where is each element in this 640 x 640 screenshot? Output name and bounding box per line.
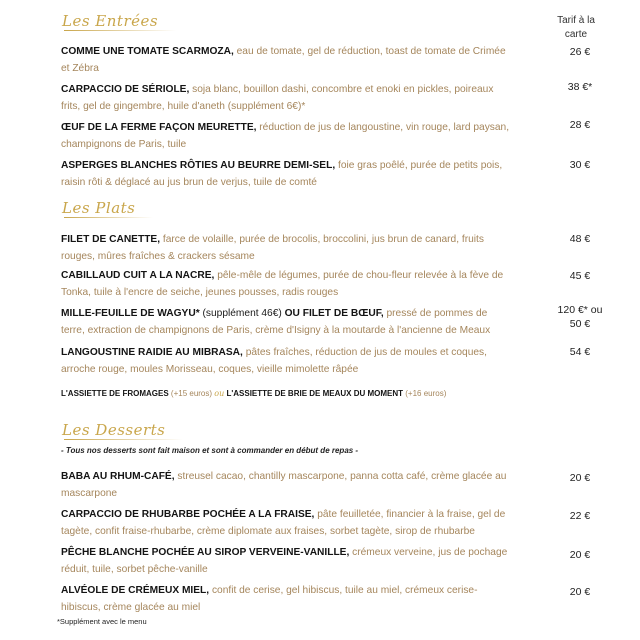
dish-entree-1: [61, 44, 512, 77]
dish-dessert-4: [61, 583, 512, 616]
dish-name: CARPACCIO DE SÉRIOLE,: [61, 84, 190, 95]
dish-name: FILET DE CANETTE,: [61, 234, 161, 245]
dish-description: crémeux verveine, jus de pochage réduit, tuile, sorbet pêche-vanille: [61, 547, 508, 575]
cheese-option-b: L'ASSIETTE DE BRIE DE MEAUX DU MOMENT: [224, 389, 404, 398]
price-header-line-1: Tarif à la: [557, 15, 595, 26]
section-title-desserts: Les Desserts: [62, 421, 166, 439]
dish-description: pâte feuilletée, financier à la fraise, gel de tagète, confit fraise-rhubarbe, crème diplomate aux fraises, sorbet tagète, sirop de rhubarbe: [61, 509, 506, 537]
dish-description: confit de cerise, gel hibiscus, tuile au miel, crémeux cerise-hibiscus, crème glacée au miel: [61, 585, 478, 613]
dish-description: soja blanc, bouillon dashi, concombre et enoki en pickles, poireaux frits, gel de gingembre, huile d'aneth (supplément 6€)*: [61, 84, 494, 112]
dish-price: 26 €: [569, 46, 591, 58]
dish-description: farce de volaille, purée de brocolis, broccolini, jus brun de canard, fruits rouges, mûres fraîches & crackers sésame: [61, 234, 484, 262]
dish-name: COMME UNE TOMATE SCARMOZA,: [61, 46, 234, 57]
dish-description: pressé de pommes de terre, extraction de champignons de Paris, crème d'Isigny à la moutarde à l'ancienne de Meaux: [61, 308, 491, 336]
dish-price: 20 €: [569, 549, 591, 561]
section-title-entrees: Les Entrées: [62, 12, 159, 30]
dish-price: 22 €: [569, 510, 591, 522]
price-column-header: [548, 14, 604, 42]
dish-plat-2: [61, 268, 512, 301]
dish-dessert-1: [61, 469, 512, 502]
dish-price: 20 €: [569, 472, 591, 484]
dish-price: 48 €: [569, 233, 591, 245]
cheese-option: [61, 388, 581, 400]
dish-plat-4: [61, 345, 512, 378]
dish-name: BABA AU RHUM-CAFÉ,: [61, 471, 175, 482]
cheese-option-a-price: (+15 euros): [168, 389, 215, 398]
dish-name: MILLE-FEUILLE DE WAGYU*: [61, 308, 200, 319]
dish-price: 30 €: [569, 159, 591, 171]
dish-price: 45 €: [569, 270, 591, 282]
dish-description: eau de tomate, gel de réduction, toast de tomate de Crimée et Zébra: [61, 46, 506, 74]
dish-name: CABILLAUD CUIT A LA NACRE,: [61, 270, 215, 281]
dish-name: ALVÉOLE DE CRÉMEUX MIEL,: [61, 585, 210, 596]
dish-name: ASPERGES BLANCHES RÔTIES AU BEURRE DEMI-SEL,: [61, 160, 336, 171]
dish-price: 38 €*: [567, 81, 593, 93]
price-header-line-2: carte: [564, 29, 588, 40]
dish-dessert-2: [61, 507, 512, 540]
dish-name: ŒUF DE LA FERME FAÇON MEURETTE,: [61, 122, 257, 133]
dish-description: streusel cacao, chantilly mascarpone, panna cotta café, crème glacée au mascarpone: [61, 471, 507, 499]
dish-entree-3: [61, 120, 512, 153]
dish-name-alt: OU FILET DE BŒUF,: [284, 308, 384, 319]
dish-name: CARPACCIO DE RHUBARBE POCHÉE A LA FRAISE,: [61, 509, 315, 520]
cheese-option-a: L'ASSIETTE DE FROMAGES: [61, 389, 169, 398]
dish-dessert-3: [61, 545, 512, 578]
dish-plat-3: [61, 306, 512, 339]
cheese-or: ou: [214, 389, 225, 398]
dish-description: réduction de jus de langoustine, vin rouge, lard paysan, champignons de Paris, tuile: [61, 122, 510, 150]
dish-price: 28 €: [569, 119, 591, 131]
footnote: *Supplément avec le menu: [57, 617, 147, 626]
dish-name: LANGOUSTINE RAIDIE AU MIBRASA,: [61, 347, 243, 358]
section-title-plats: Les Plats: [62, 199, 136, 217]
dish-price-line-1: 120 €* ou: [557, 304, 603, 316]
dish-plat-1: [61, 232, 512, 265]
dish-entree-4: [61, 158, 512, 191]
dish-description: pâtes fraîches, réduction de jus de moules et coques, arroche rouge, moules Morisseau, coques, vieille mimolette râpée: [61, 347, 487, 375]
dish-price: [540, 303, 620, 331]
dish-entree-2: [61, 82, 512, 115]
dish-price: 54 €: [569, 346, 591, 358]
cheese-option-b-price: (+16 euros): [403, 389, 447, 398]
dish-name: PÊCHE BLANCHE POCHÉE AU SIROP VERVEINE-VANILLE,: [61, 547, 350, 558]
dish-description: foie gras poêlé, purée de petits pois, raisin rôti & déglacé au jus brun de verjus, tuile de comté: [61, 160, 503, 188]
dessert-note: - Tous nos desserts sont fait maison et sont à commander en début de repas -: [61, 446, 359, 455]
dish-supplement: (supplément 46€): [199, 308, 285, 319]
dish-price: 20 €: [569, 586, 591, 598]
dish-description: pêle-mêle de légumes, purée de chou-fleur relevée à la fève de Tonka, tuile à l'encre de seiche, jeunes pousses, radis rouges: [61, 270, 504, 298]
dish-price-line-2: 50 €: [569, 318, 591, 330]
